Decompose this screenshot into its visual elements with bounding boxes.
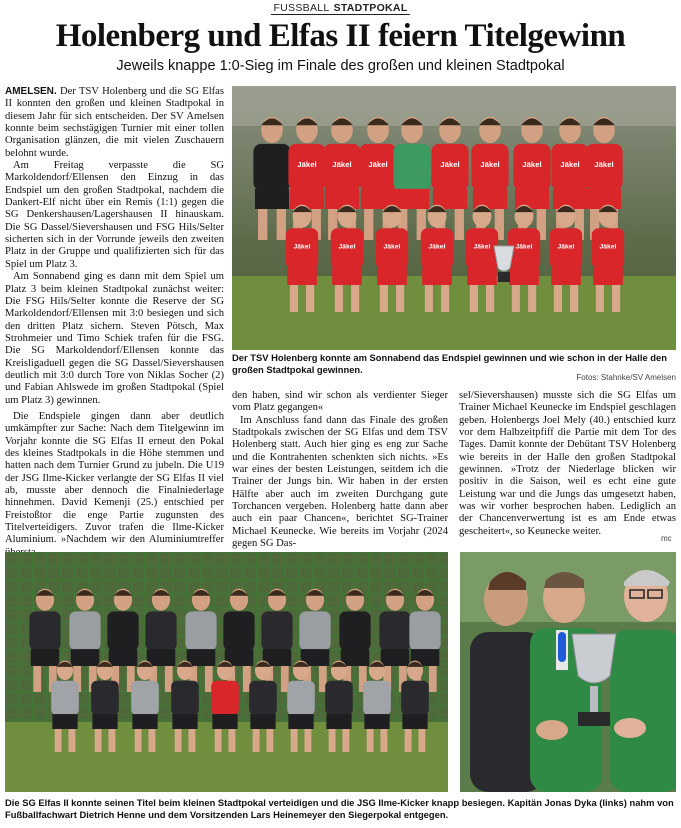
article-column-1 — [5, 86, 224, 559]
svg-text:Jäkel: Jäkel — [522, 160, 542, 170]
article-paragraph: sel/Sievershausen) musste sich die SG Elfas um Trainer Michael Keunecke im Endspiel geschlagen geben. Holenbergs Joel Mely (40.) entschied kurz vor dem Halbzeitpfiff die Partie mit dem Tor des Tages. Damit konnte der Debütant TSV Holenberg wie bereits in der Halle den großen Stadtpokal gewinnen. »Trotz der Niederlage blicken wir positiv in die Saison, weil es echt eine gute Leistung war und die Jungs das umgesetzt haben, was wir vorher besprochen haben. Lediglich an der Chancenverwertung ist es am Ende etwas gescheitert«, so Keunecke weiter. — [459, 390, 676, 537]
paragraph-text: Der TSV Holenberg und die SG Elfas II konnten den großen und kleinen Stadtpokal in diesem Jahr für sich entscheiden. Der SV Amelsen konnte beim sechstägigen Turnier mit einer tollen Organisation glänzen, die mit vielen Zuschauern belohnt wurde. — [5, 86, 224, 159]
article-paragraph: Am Sonnabend ging es dann mit dem Spiel um Platz 3 beim kleinen Stadtpokal zunächst weiter: Die FSG Hils/Selter konnte die Reserve der SG Markoldendorf/Ellensen mit 3:0 besiegen und sich den dritten Platz sichern. Steven Pötsch, Max Strohmeier und Timo Schiek trafen für die FSG. Die SG Markoldendorf/Ellensen konnte das Kreisligaduell gegen die SG Dassel/Sievershausen deutlich mit 3:0 durch Tore von Niklas Socher (2) und Fabian Ahlswede im großen Stadtpokal (Spiel um Platz 3) gewinnen. — [5, 271, 224, 406]
dateline: AMELSEN. — [5, 86, 57, 97]
article-paragraph: Die Endspiele gingen dann aber deutlich umkämpfter zur Sache: Nach dem Titelgewinn im Vorjahr konnte die SG Elfas II erneut den Pokal des kleines Stadtpokals in die Höhe stemmen und hatten nach dem Turnier Grund zu jubeln. Die U19 der JSG Ilme-Kicker verlangte der SG Elfas II viel ab, musste aber dennoch die Finalniederlage hinnehmen. David Kemenji (25.) entschied per Freistoßtor die enge Partie zugunsten des Titelverteidigers. Zuvor trafen die Ilme-Kicker Aluminium. »Nachdem wir den Aluminiumtreffer — [5, 410, 224, 546]
author-signature: mc — [661, 534, 672, 543]
svg-text:Jäkel: Jäkel — [594, 160, 614, 170]
kicker-topic: STADTPOKAL — [333, 2, 408, 14]
photo-credit: Fotos: Stahnke/SV Amelsen — [576, 373, 676, 382]
article-column-3 — [459, 390, 676, 538]
headline: Holenberg und Elfas II feiern Titelgewinn — [55, 18, 626, 54]
svg-text:Jäkel: Jäkel — [440, 160, 460, 170]
article-paragraph: Im Anschluss fand dann das Finale des großen Stadtpokals zwischen der SG Elfas und dem TSV Holenberg statt. Auch hier ging es eng zur Sache und die Kontrahenten schenkten sich nichts. »Es war eines der besten Leistungen, seitdem ich die Trainer der Jungs bin. Wir haben in der ersten Hälfte aber auch im zweiten Durchgang gute Torchancen vergeben. Holenberg hatte dann aber auch ein paar Chancen«, berichtet SG-Trainer Michael Keunecke. Wie bereits im Vorjahr (2024 gegen SG Das- — [232, 414, 448, 550]
article-paragraph — [5, 86, 224, 160]
svg-text:Jäkel: Jäkel — [560, 160, 580, 170]
svg-text:Jäkel: Jäkel — [383, 243, 401, 251]
photo-bottom-caption: Die SG Elfas II konnte seinen Titel beim kleinen Stadtpokal verteidigen und die JSG Ilme-Kicker knapp besiegen. Kapitän Jonas Dyka (links) nahm von Fußballfachwart Dietrich Henne und dem Vorsitzenden Lars Heinemeyer den Siegerpokal entgegen. — [5, 797, 674, 820]
subheadline: Jeweils knappe 1:0-Sieg im Finale des großen und kleinen Stadtpokal — [116, 58, 565, 74]
svg-text:Jäkel: Jäkel — [297, 160, 317, 170]
article-column-2 — [232, 390, 448, 550]
svg-text:Jäkel: Jäkel — [557, 243, 575, 251]
article-paragraph: Am Freitag verpasste die SG Markoldendorf/Ellensen den Einzug in das Endspiel um den großen Stadtpokal, nachdem die Dankert-Elf nicht über ein Remis (1:1) gegen die SG Denkershausen/Lagershausen II hinauskam. Die SG Dassel/Sievershausen und FSG Hils/Selter sicherten sich in der Vorrunde jeweils den zweiten Platz in der Gruppe und qualifizierten sich für das Spiel um Platz 3. — [5, 160, 224, 270]
article-paragraph: den haben, sind wir schon als verdienter Sieger vom Platz gegangen« — [232, 390, 448, 414]
kicker-section: FUSSBALL — [273, 2, 330, 14]
svg-text:Jäkel: Jäkel — [599, 243, 617, 251]
svg-text:Jäkel: Jäkel — [428, 243, 446, 251]
photo-top-caption: Der TSV Holenberg konnte am Sonnabend das Endspiel gewinnen und wie schon in der Halle den großen Stadtpokal gewinnen. — [232, 352, 667, 375]
svg-text:Jäkel: Jäkel — [332, 160, 352, 170]
svg-text:Jäkel: Jäkel — [480, 160, 500, 170]
photo-tsv-holenberg-team — [232, 86, 676, 350]
svg-text:Jäkel: Jäkel — [338, 243, 356, 251]
svg-text:Jäkel: Jäkel — [293, 243, 311, 251]
section-kicker — [0, 2, 681, 14]
photo-sg-elfas-team — [5, 552, 448, 792]
svg-text:Jäkel: Jäkel — [515, 243, 533, 251]
photo-trophy-handover — [460, 552, 676, 792]
svg-text:Jäkel: Jäkel — [368, 160, 388, 170]
svg-text:Jäkel: Jäkel — [473, 243, 491, 251]
team-figures — [253, 117, 624, 312]
